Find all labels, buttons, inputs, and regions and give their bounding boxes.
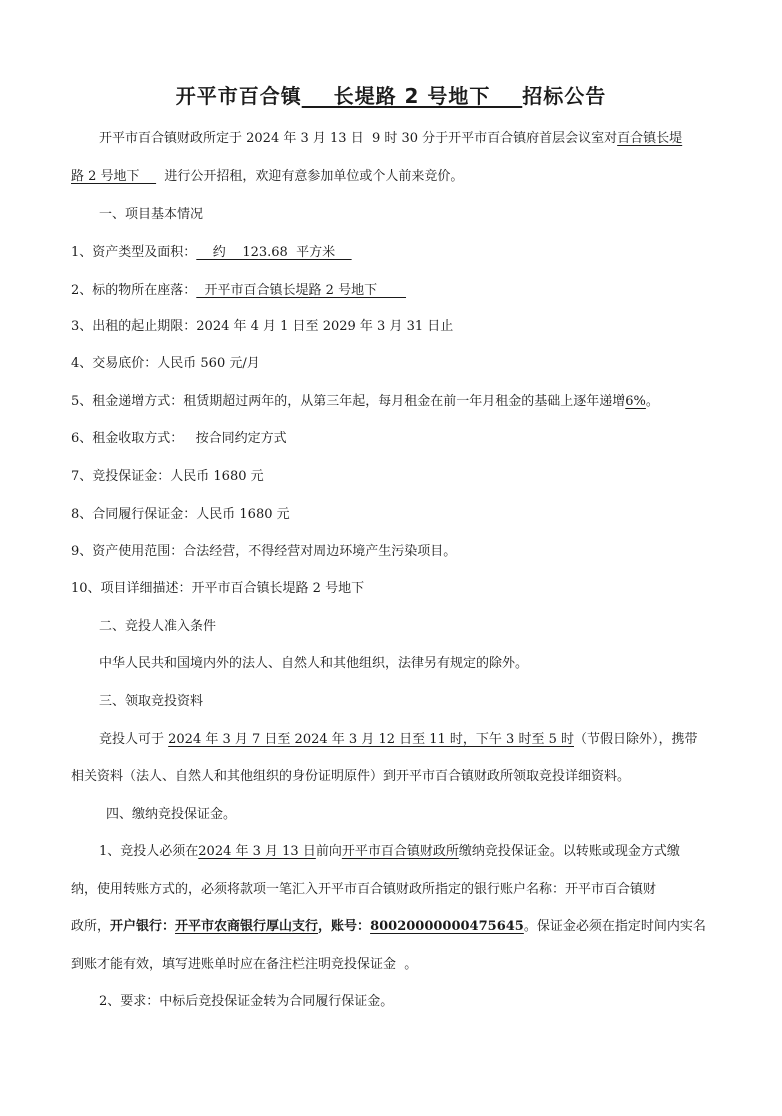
account-number: 80020000000475645 [370,919,524,934]
intro-line-1 [99,130,682,148]
intro-property-underlined: 百合镇长堤 [617,131,683,146]
item-5 [71,393,659,411]
item-3: 3、出租的起止期限：2024 年 4 月 1 日至 2029 年 3 月 31 日止 [71,319,454,334]
item-1 [71,244,352,262]
intro-text-2: 进行公开招租，欢迎有意参加单位或个人前来竞价。 [156,169,464,184]
deposit-office: 开平市百合镇财政所 [341,844,459,859]
deposit-text-3: 缴纳竞投保证金。以转账或现金方式缴 [458,844,680,859]
section4-heading: 四、缴纳竞投保证金。 [106,807,237,822]
item-2-value: 开平市百合镇长堤路 2 号地下 [196,283,407,298]
intro-line-2 [71,168,463,186]
section3-line-2: 相关资料（法人、自然人和其他组织的身份证明原件）到开平市百合镇财政所领取竞投详细资料。 [71,769,631,784]
item-5-end: 。 [645,394,659,409]
section4-p1-line-2: 纳，使用转账方式的，必须将款项一笔汇入开平市百合镇财政所指定的银行账户名称：开平市百合镇财 [71,882,657,897]
item-7: 7、竞投保证金：人民币 1680 元 [71,469,264,484]
intro-text: 开平市百合镇财政所定于 2024 年 3 月 13 日 9 时 30 分于开平市百合镇府首层会议室对 [99,131,618,146]
item-6: 6、租金收取方式： 按合同约定方式 [71,431,287,446]
item-10: 10、项目详细描述：开平市百合镇长堤路 2 号地下 [71,581,365,596]
item-5-text: 5、租金递增方式：租赁期超过两年的，从第三年起，每月租金在前一年月租金的基础上逐年递增 [71,394,626,409]
section3-heading: 三、领取竞投资料 [99,694,204,709]
section4-p2: 2、要求：中标后竞投保证金转为合同履行保证金。 [99,994,394,1009]
section2-heading: 二、竞投人准入条件 [99,619,217,634]
section2-text: 中华人民共和国境内外的法人、自然人和其他组织，法律另有规定的除外。 [99,656,529,671]
item-8: 8、合同履行保证金：人民币 1680 元 [71,507,290,522]
item-2-label: 2、标的物所在座落： [71,283,197,298]
section4-p1-line-4: 到账才能有效，填写进账单时应在备注栏注明竞投保证金 。 [71,957,418,972]
deposit-text: 1、竞投人必须在 [99,844,199,859]
bank-name: 开平市农商银行厚山支行 [175,919,319,934]
deposit-deadline: 2024 年 3 月 13 日 [198,844,316,859]
item-5-rate: 6% [625,394,646,409]
item-4: 4、交易底价：人民币 560 元/月 [71,356,260,371]
title-prefix: 开平市百合镇 [175,84,302,108]
bank-label: 开户银行： [110,919,176,934]
item-2 [71,282,406,300]
page-title [0,80,782,109]
account-number-label: ，账号： [318,919,371,934]
item-9: 9、资产使用范围：合法经营，不得经营对周边环境产生污染项目。 [71,544,457,559]
section4-p1-line-1 [99,843,680,861]
section1-heading: 一、项目基本情况 [99,207,204,222]
section3-pickup-time: 2024 年 3 月 7 日至 2024 年 3 月 12 日至 11 时，下午 3 时至 5 时 [168,732,574,747]
title-suffix: 招标公告 [522,84,607,108]
account-text-end: 。保证金必须在指定时间内实名 [523,919,706,934]
section4-p1-line-3 [71,918,706,936]
item-1-value: 约 123.68 平方米 [196,245,352,260]
section3-text: 竞投人可于 [99,732,169,747]
section3-text-end: （节假日除外），携带 [574,732,698,747]
section3-line-1 [99,731,698,749]
title-property-name: 长堤路 2 号地下 [301,84,523,108]
account-text: 政所， [71,919,111,934]
deposit-text-2: 前向 [315,844,342,859]
item-1-label: 1、资产类型及面积： [71,245,197,260]
intro-property-underlined-2: 路 2 号地下 [71,169,157,184]
